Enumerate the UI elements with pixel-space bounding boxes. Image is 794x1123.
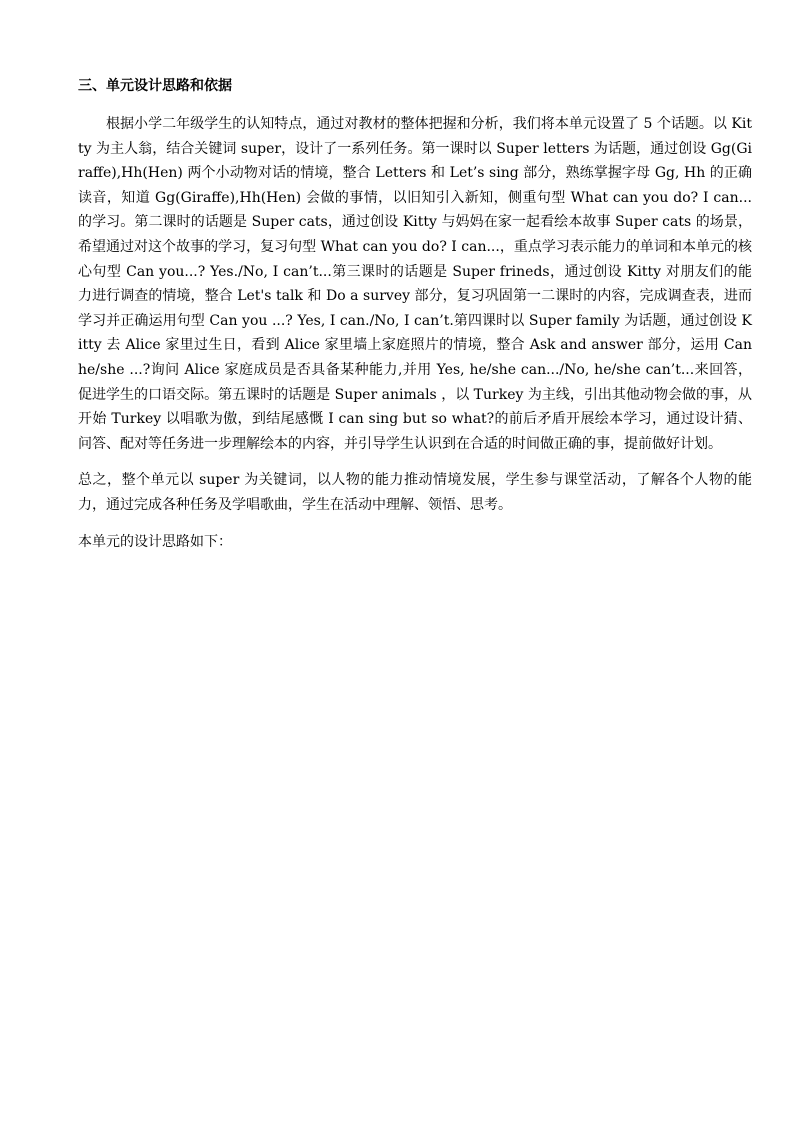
paragraph-design-intro: 本单元的设计思路如下： — [78, 533, 232, 550]
paragraph-unit-design: 根据小学二年级学生的认知特点，通过对教材的整体把握和分析，我们将本单元设置了 5 个话题。以 Kitty 为主人翁，结合关键词 super，设计了一系列任务。第一课时以 Super letters 为话题，通过创设 Gg(Giraffe),Hh(Hen) 两个小动物对话的情境，整合 Letters 和 Let’s sing 部分，熟练掌握字母 Gg, Hh 的正确读音，知道 Gg(Giraffe),Hh(Hen) 会做的事情，以旧知引入新知，侧重句型 What can you do? I can...的学习。第二课时的话题是 Super cats，通过创设 Kitty 与妈妈在家一起看绘本故事 Super cats 的场景，希望通过对这个故事的学习，复习句型 What can you do? I can...，重点学习表示能力的单词和本单元的核心句型 Can you...? Yes./No, I can’t...第三课时的话题是 Super frineds，通过创设 Kitty 对朋友们的能力进行调查的情境，整合 Let's talk 和 Do a survey 部分，复习巩固第一二课时的内容，完成调查表，进而学习并正确运用句型 Can you ...? Yes, I can./No, I can’t.第四课时以 Super family 为话题，通过创设 Kitty 去 Alice 家里过生日，看到 Alice 家里墙上家庭照片的情境，整合 Ask and answer 部分，运用 Can he/she ...?询问 Alice 家庭成员是否具备某种能力,并用 Yes, he/she can.../No, he/she can’t...来回答，促进学生的口语交际。第五课时的话题是 Super animals ，以 Turkey 为主线，引出其他动物会做的事，从开始 Turkey 以唱歌为傲，到结尾感慨 I can sing but so what?的前后矛盾开展绘本学习，通过设计猜、问答、配对等任务进一步理解绘本的内容，并引导学生认识到在合适的时间做正确的事，提前做好计划。 — [78, 116, 752, 452]
paragraph-summary: 总之，整个单元以 super 为关键词，以人物的能力推动情境发展，学生参与课堂活动，了解各个人物的能力，通过完成各种任务及学唱歌曲，学生在活动中理解、领悟、思考。 — [78, 472, 752, 513]
document-body — [78, 74, 752, 566]
section-heading: 三、单元设计思路和依据 — [78, 78, 232, 94]
